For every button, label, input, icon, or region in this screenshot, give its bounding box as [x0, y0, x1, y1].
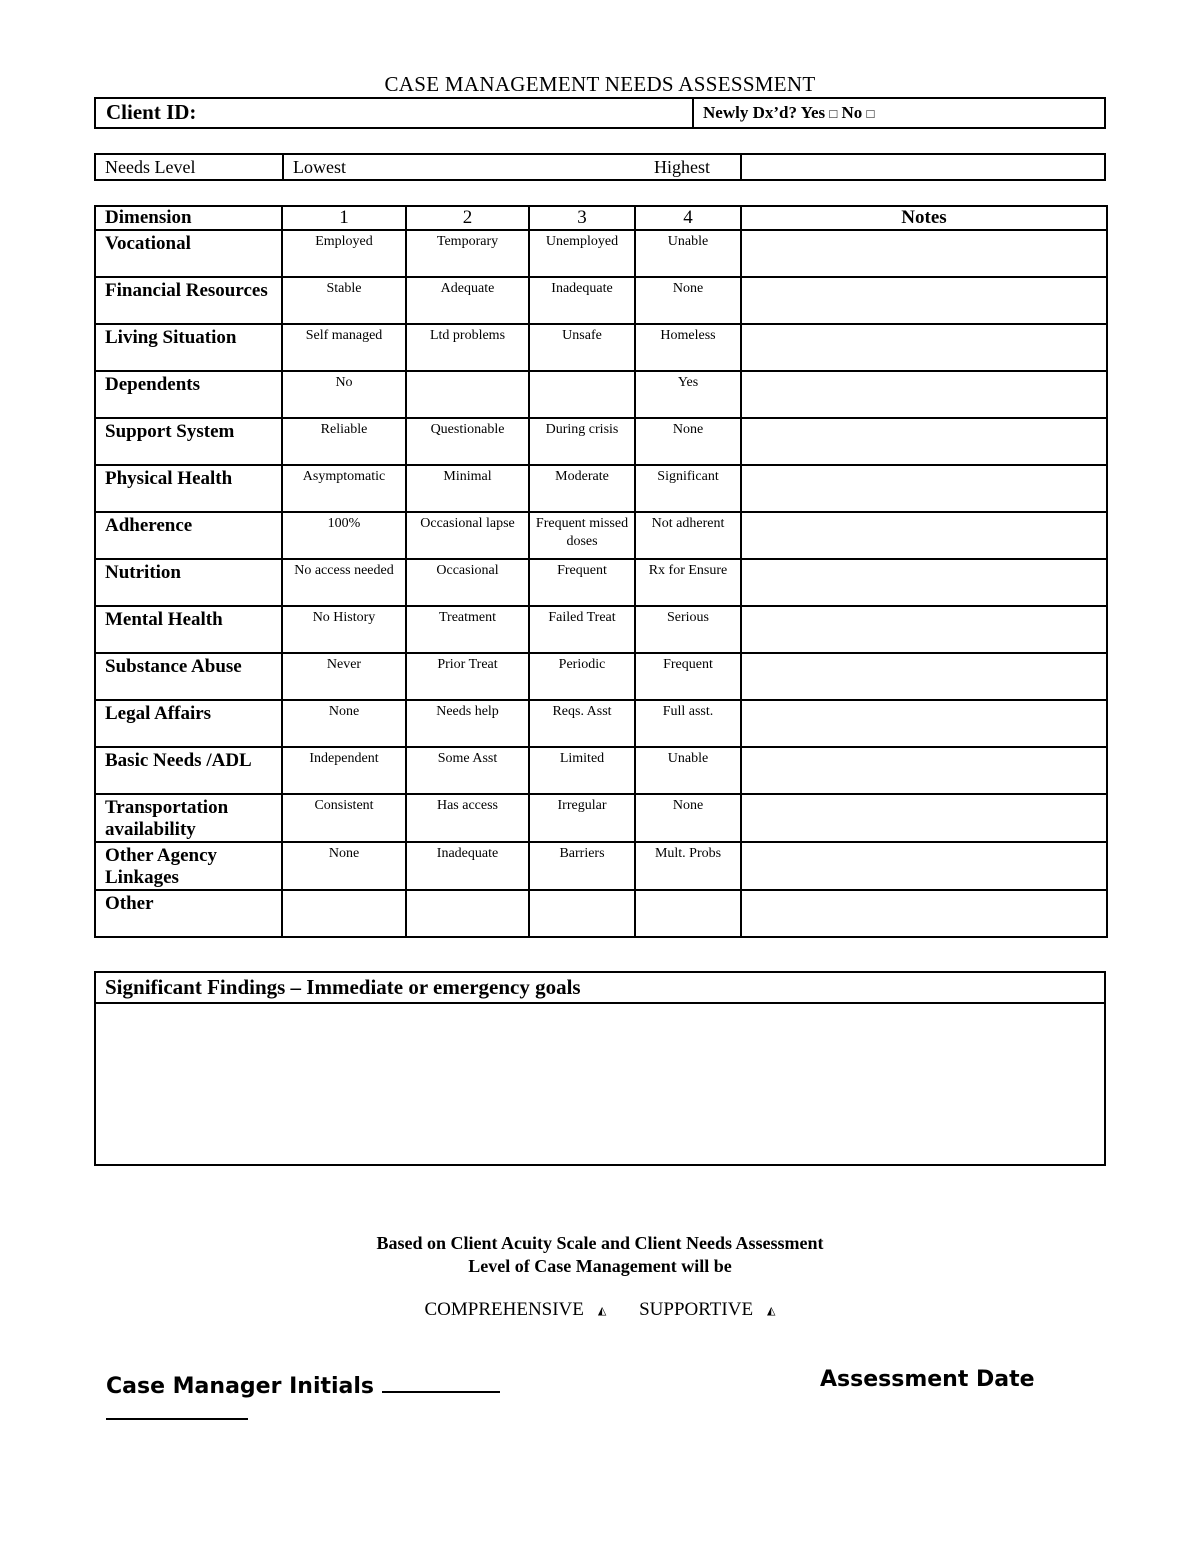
dimension-label: Transportation availability	[95, 794, 282, 842]
grid-row	[95, 559, 1107, 606]
notes-cell[interactable]	[741, 842, 1107, 890]
level-3-option[interactable]: Unemployed	[529, 230, 635, 277]
level-2-option[interactable]: Has access	[406, 794, 529, 842]
level-3-option[interactable]: Inadequate	[529, 277, 635, 324]
level-3-option[interactable]: Failed Treat	[529, 606, 635, 653]
basis-line-2: Level of Case Management will be	[468, 1256, 732, 1276]
level-1-option[interactable]: No	[282, 371, 406, 418]
dimension-label: Living Situation	[95, 324, 282, 371]
level-3-option[interactable]: Irregular	[529, 794, 635, 842]
level-1-option[interactable]: No History	[282, 606, 406, 653]
notes-cell[interactable]	[741, 277, 1107, 324]
level-2-option[interactable]	[406, 371, 529, 418]
level-1-option[interactable]: None	[282, 842, 406, 890]
needs-level-scale	[283, 154, 741, 180]
needs-level-value[interactable]	[741, 154, 1105, 180]
level-2-option[interactable]: Some Asst	[406, 747, 529, 794]
no-label: No	[841, 103, 863, 122]
dimension-label: Physical Health	[95, 465, 282, 512]
level-3-option[interactable]	[529, 890, 635, 937]
level-1-option[interactable]: Never	[282, 653, 406, 700]
findings-heading: Significant Findings – Immediate or emergency goals	[95, 972, 1105, 1003]
assessment-date-line[interactable]	[106, 1404, 248, 1420]
dimension-label: Adherence	[95, 512, 282, 559]
level-4-option[interactable]: Full asst.	[635, 700, 741, 747]
grid-row	[95, 794, 1107, 842]
dimension-label: Dependents	[95, 371, 282, 418]
notes-cell[interactable]	[741, 418, 1107, 465]
level-1-option[interactable]: No access needed	[282, 559, 406, 606]
grid-header-row	[95, 206, 1107, 230]
client-id-label: Client ID:	[106, 100, 197, 124]
level-4-option[interactable]: Unable	[635, 747, 741, 794]
initials-line[interactable]	[382, 1367, 500, 1393]
notes-cell[interactable]	[741, 324, 1107, 371]
notes-cell[interactable]	[741, 559, 1107, 606]
level-3-option[interactable]: Unsafe	[529, 324, 635, 371]
level-4-option[interactable]: Unable	[635, 230, 741, 277]
grid-row	[95, 371, 1107, 418]
dimension-label: Financial Resources	[95, 277, 282, 324]
dimension-label: Basic Needs /ADL	[95, 747, 282, 794]
header-notes: Notes	[741, 206, 1107, 230]
notes-cell[interactable]	[741, 747, 1107, 794]
newly-diagnosed-field	[693, 98, 1105, 128]
dimension-label: Mental Health	[95, 606, 282, 653]
level-2-option[interactable]: Inadequate	[406, 842, 529, 890]
dimension-label: Substance Abuse	[95, 653, 282, 700]
needs-level-table	[94, 153, 1106, 181]
initials-signoff	[106, 1367, 500, 1399]
comprehensive-label: COMPREHENSIVE	[424, 1299, 584, 1320]
grid-row	[95, 890, 1107, 937]
grid-row	[95, 747, 1107, 794]
notes-cell[interactable]	[741, 653, 1107, 700]
comprehensive-option[interactable]	[424, 1299, 606, 1321]
needs-level-label: Needs Level	[95, 154, 283, 180]
grid-row	[95, 230, 1107, 277]
dimension-label: Other Agency Linkages	[95, 842, 282, 890]
level-2-option[interactable]	[406, 890, 529, 937]
grid-row	[95, 653, 1107, 700]
level-4-option[interactable]: Homeless	[635, 324, 741, 371]
notes-cell[interactable]	[741, 465, 1107, 512]
notes-cell[interactable]	[741, 606, 1107, 653]
level-1-option[interactable]: Asymptomatic	[282, 465, 406, 512]
level-2-option[interactable]: Ltd problems	[406, 324, 529, 371]
level-4-option[interactable]: Rx for Ensure	[635, 559, 741, 606]
level-2-option[interactable]: Needs help	[406, 700, 529, 747]
notes-cell[interactable]	[741, 230, 1107, 277]
notes-cell[interactable]	[741, 794, 1107, 842]
level-2-option[interactable]: Occasional lapse	[406, 512, 529, 559]
grid-row	[95, 324, 1107, 371]
notes-cell[interactable]	[741, 371, 1107, 418]
level-3-option[interactable]: Frequent missed doses	[529, 512, 635, 559]
grid-row	[95, 418, 1107, 465]
client-info-table	[94, 97, 1106, 129]
header-level-4: 4	[635, 206, 741, 230]
newly-dx-label: Newly Dx’d? Yes	[703, 103, 826, 122]
findings-text-area[interactable]	[95, 1003, 1105, 1165]
significant-findings-table	[94, 971, 1106, 1166]
level-4-option[interactable]: None	[635, 277, 741, 324]
grid-row	[95, 512, 1107, 559]
level-1-option[interactable]: Reliable	[282, 418, 406, 465]
level-1-option[interactable]: None	[282, 700, 406, 747]
level-4-option[interactable]: None	[635, 794, 741, 842]
level-3-option[interactable]: Barriers	[529, 842, 635, 890]
level-1-option[interactable]: 100%	[282, 512, 406, 559]
level-3-option[interactable]: Limited	[529, 747, 635, 794]
dimension-label: Nutrition	[95, 559, 282, 606]
supportive-label: SUPPORTIVE	[639, 1299, 754, 1320]
dimension-label: Legal Affairs	[95, 700, 282, 747]
level-4-option[interactable]: Yes	[635, 371, 741, 418]
level-1-option[interactable]: Employed	[282, 230, 406, 277]
level-1-option[interactable]	[282, 890, 406, 937]
level-1-option[interactable]: Independent	[282, 747, 406, 794]
header-level-3: 3	[529, 206, 635, 230]
level-4-option[interactable]: Serious	[635, 606, 741, 653]
level-4-option[interactable]: Frequent	[635, 653, 741, 700]
level-4-option[interactable]: Significant	[635, 465, 741, 512]
comprehensive-marker-icon: ◭	[597, 1305, 607, 1318]
grid-row	[95, 465, 1107, 512]
level-2-option[interactable]: Occasional	[406, 559, 529, 606]
level-1-option[interactable]: Self managed	[282, 324, 406, 371]
no-checkbox[interactable]: □	[866, 106, 875, 121]
level-2-option[interactable]: Temporary	[406, 230, 529, 277]
header-level-1: 1	[282, 206, 406, 230]
level-2-option[interactable]: Questionable	[406, 418, 529, 465]
level-4-option[interactable]: None	[635, 418, 741, 465]
grid-row	[95, 842, 1107, 890]
level-2-option[interactable]: Adequate	[406, 277, 529, 324]
assessment-grid	[94, 205, 1108, 938]
dimension-label: Support System	[95, 418, 282, 465]
lowest-label: Lowest	[293, 157, 346, 177]
case-management-level-options	[0, 1299, 1200, 1321]
level-3-option[interactable]: Periodic	[529, 653, 635, 700]
header-dimension: Dimension	[95, 206, 282, 230]
form-title: CASE MANAGEMENT NEEDS ASSESSMENT	[384, 72, 816, 96]
dimension-label: Other	[95, 890, 282, 937]
level-2-option[interactable]: Minimal	[406, 465, 529, 512]
level-3-option[interactable]: Frequent	[529, 559, 635, 606]
level-4-option[interactable]	[635, 890, 741, 937]
supportive-option[interactable]	[639, 1299, 775, 1321]
grid-row	[95, 277, 1107, 324]
supportive-marker-icon: ◭	[767, 1305, 776, 1318]
level-3-option[interactable]: Moderate	[529, 465, 635, 512]
grid-row	[95, 700, 1107, 747]
level-2-option[interactable]: Prior Treat	[406, 653, 529, 700]
date-label: Assessment Date	[820, 1367, 1035, 1392]
initials-label: Case Manager Initials	[106, 1374, 375, 1399]
highest-label: Highest	[654, 157, 710, 177]
level-4-option[interactable]: Not adherent	[635, 512, 741, 559]
level-3-option[interactable]: During crisis	[529, 418, 635, 465]
client-id-field[interactable]	[95, 98, 693, 128]
dimension-label: Vocational	[95, 230, 282, 277]
notes-cell[interactable]	[741, 512, 1107, 559]
notes-cell[interactable]	[741, 700, 1107, 747]
basis-line-1: Based on Client Acuity Scale and Client Needs Assessment	[376, 1233, 824, 1253]
level-1-option[interactable]: Consistent	[282, 794, 406, 842]
level-2-option[interactable]: Treatment	[406, 606, 529, 653]
notes-cell[interactable]	[741, 890, 1107, 937]
level-3-option[interactable]: Reqs. Asst	[529, 700, 635, 747]
yes-checkbox[interactable]: □	[829, 106, 838, 121]
level-4-option[interactable]: Mult. Probs	[635, 842, 741, 890]
level-3-option[interactable]	[529, 371, 635, 418]
grid-row	[95, 606, 1107, 653]
level-1-option[interactable]: Stable	[282, 277, 406, 324]
header-level-2: 2	[406, 206, 529, 230]
